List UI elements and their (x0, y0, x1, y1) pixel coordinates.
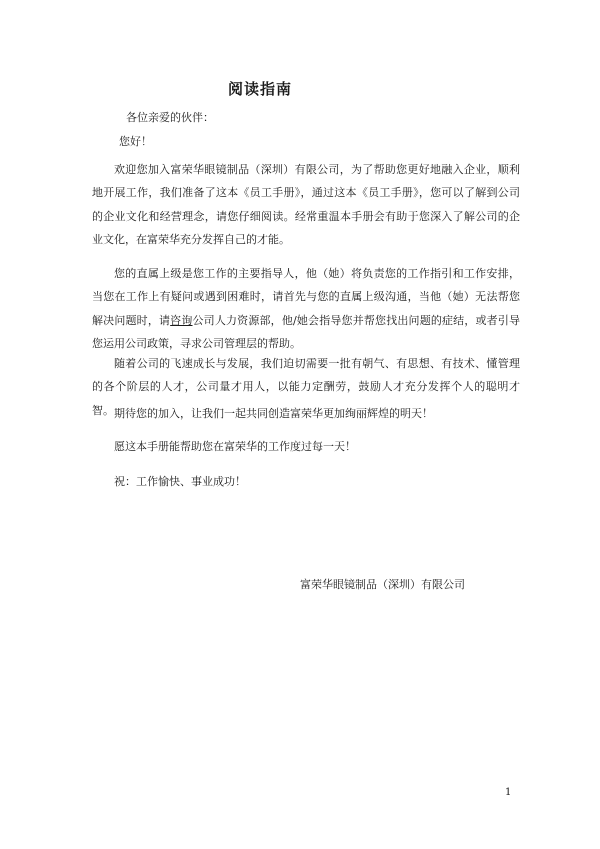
page-title: 阅读指南 (227, 80, 292, 98)
paragraph-supervisor (92, 262, 520, 356)
greeting: 您好！ (119, 135, 152, 148)
paragraph-supervisor-text-1: 您的直属上级是您工作的主要指导人，他（她）将负责您的工作指引和工作安排，当您在工作上有疑问或遇到困难时，请首先与您的直属上级沟通，当他（她）无法帮您解决问题时，请 (92, 267, 520, 327)
page-number: 1 (505, 787, 512, 798)
paragraph-talent: 随着公司的飞速成长与发展，我们迫切需要一批有朝气、有思想、有技术、懂管理的各个阶层的人才，公司量才用人，以能力定酬劳，鼓励人才充分发挥个人的聪明才智。 (92, 357, 520, 417)
paragraph-future: 期待您的加入，让我们一起共同创造富荣华更加绚丽辉煌的明天！ (114, 407, 433, 420)
paragraph-blessing: 祝：工作愉快、事业成功！ (114, 475, 246, 488)
paragraph-welcome: 欢迎您加入富荣华眼镜制品（深圳）有限公司，为了帮助您更好地融入企业，顺利地开展工作，我们准备了这本《员工手册》，通过这本《员工手册》，您可以了解到公司的企业文化和经营理念，请您仔细阅读。经常重温本手册会有助于您深入了解公司的企业文化，在富荣华充分发挥自己的才能。 (92, 163, 520, 247)
paragraph-supervisor-text-2: 公司人力资源部，他/她会指导您并帮您找出问题的症结，或者引导您运用公司政策，寻求公司管理层的帮助。 (92, 313, 521, 351)
company-signature: 富荣华眼镜制品（深圳）有限公司 (300, 578, 465, 591)
underlined-consult-word: 咨询 (170, 313, 193, 327)
salutation: 各位亲爱的伙伴： (126, 111, 214, 124)
paragraph-wish: 愿这本手册能帮助您在富荣华的工作度过每一天！ (114, 440, 356, 453)
